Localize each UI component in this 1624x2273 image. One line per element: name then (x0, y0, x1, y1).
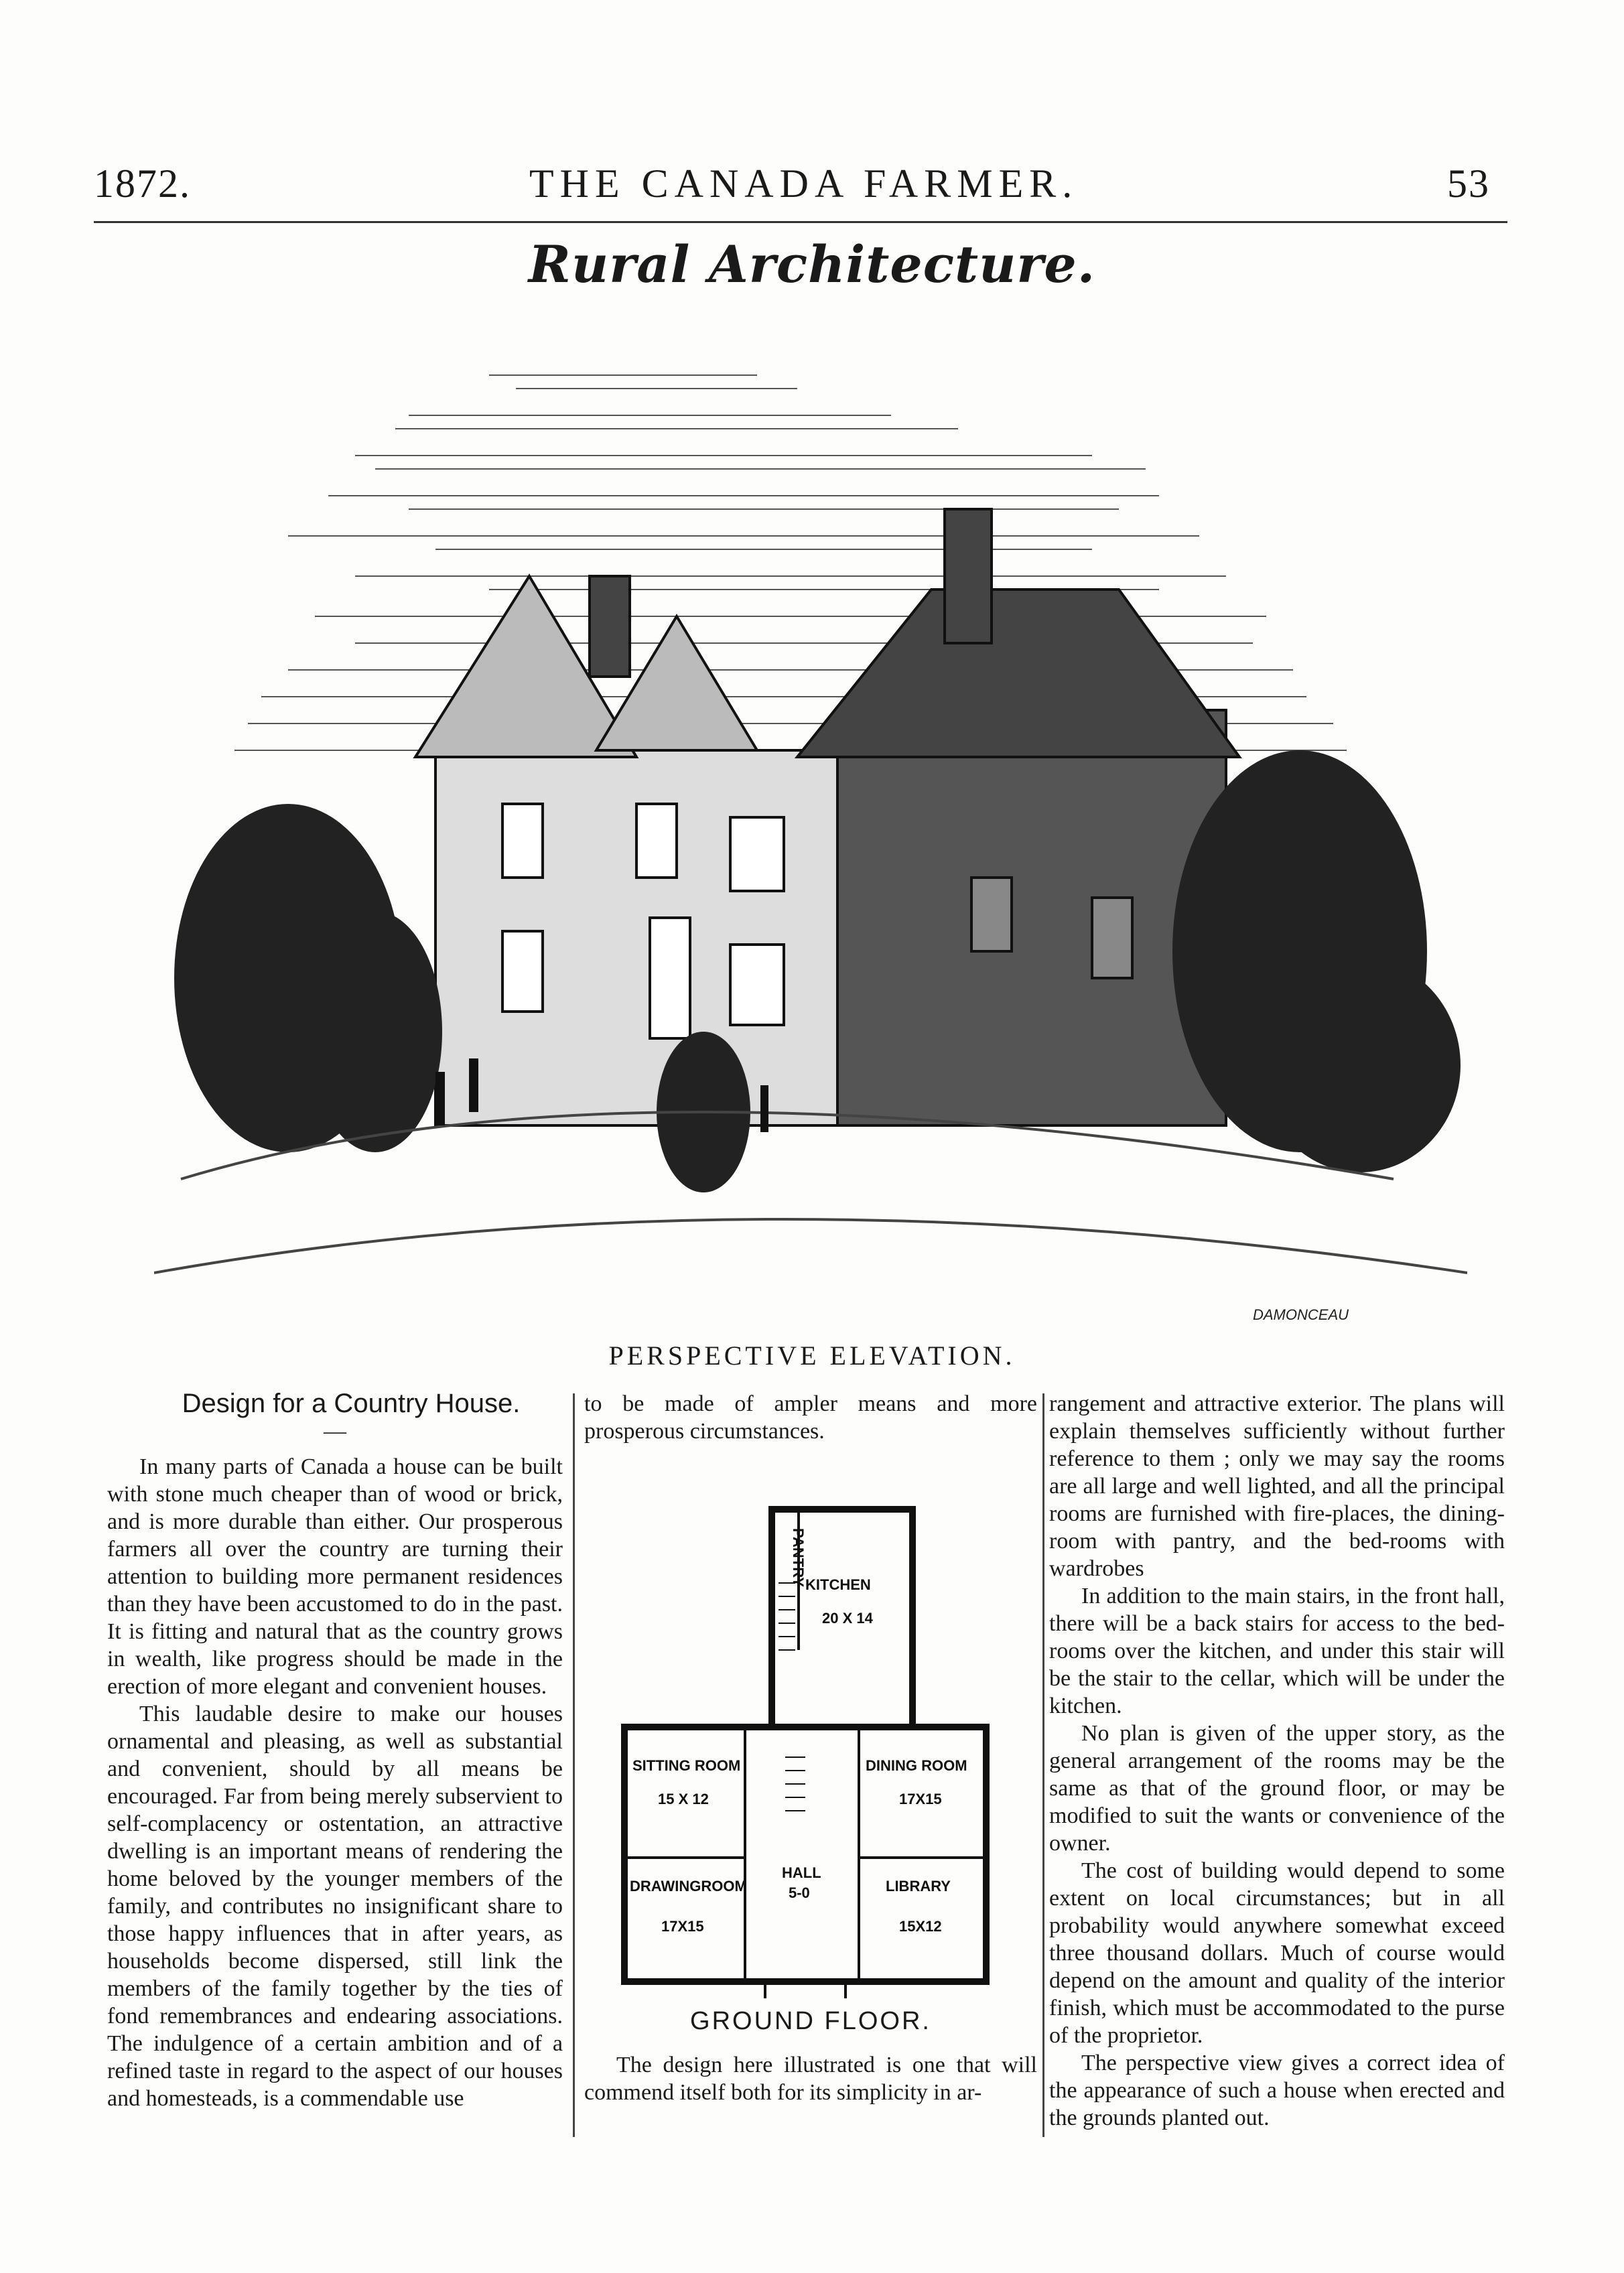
header-year: 1872. (94, 161, 191, 206)
house-engraving (154, 295, 1467, 1326)
paragraph: In addition to the main stairs, in the front hall, there will be a back stairs for access to the bed-rooms over the kitchen, and under this stair will be the stair to the cellar, which will be under the kitchen. (1049, 1584, 1505, 1718)
paragraph: No plan is given of the upper story, as the general arrangement of the rooms may be the same as that of the ground floor, or may be modified to suit the wants or convenience of the owner. (1049, 1721, 1505, 1856)
page-number: 53 (1447, 161, 1490, 206)
section-title: Rural Architecture. (528, 234, 1096, 294)
engraver-mark: DAMONCEAU (1253, 1306, 1349, 1323)
column-rule-left (573, 1393, 575, 2137)
paragraph: rangement and attractive exterior. The plans will explain themselves sufficiently without further reference to them ; only we may say the rooms are all large and well lighted, and all the principal rooms are furnished with fire-places, the dining-room with pantry, and the bed-rooms with wardrobes (1049, 1391, 1505, 1581)
paragraph: This laudable desire to make our houses ornamental and pleasing, as well as substantial and convenient, should by all means be encouraged. Far from being merely subservient to self-complacency or ostentation, an attractive dwelling is an important means of rendering the home beloved by the younger members of the family, and contributes no insignificant share to those happy influences that in after years, as households become dispersed, still link the members of the family together by the ties of fond remembrances and endearing associations. The indulgence of a certain ambition and of a refined taste in regard to the aspect of our houses and homesteads, is a commendable use (107, 1702, 563, 2111)
floor-plan (604, 1462, 1006, 1998)
plan-label-library-size: 15X12 (899, 1918, 942, 1935)
plan-label-library: LIBRARY (886, 1878, 951, 1895)
column-3 (1049, 1390, 1505, 2132)
plan-label-sitting-size: 15 X 12 (658, 1791, 709, 1807)
house-body (415, 509, 1239, 1125)
plan-label-sitting: SITTING ROOM (632, 1757, 741, 1774)
plan-label-dining-size: 17X15 (899, 1791, 942, 1807)
plan-label-pantry: PANTRY (790, 1528, 807, 1587)
stair-treads (779, 1583, 805, 1811)
paragraph: to be made of ampler means and more prosperous circumstances. (584, 1391, 1037, 1444)
column-1 (107, 1390, 563, 2112)
lawn (154, 1219, 1467, 1273)
column-2 (584, 1390, 1037, 2106)
plan-label-drawing-size: 17X15 (661, 1918, 704, 1935)
header-title: THE CANADA FARMER. (529, 161, 1079, 206)
plan-label-kitchen: KITCHEN (805, 1576, 871, 1593)
plan-label-hall: HALL (782, 1864, 821, 1881)
plan-label-drawing: DRAWINGROOM (630, 1878, 747, 1895)
plan-label-kitchen-size: 20 X 14 (822, 1610, 873, 1627)
paragraph: The perspective view gives a correct idea of the appearance of such a house when erected and the grounds planted out. (1049, 2051, 1505, 2130)
plan-label-hall-size: 5-0 (789, 1884, 810, 1901)
plan-label-dining: DINING ROOM (866, 1757, 967, 1774)
article-title: Design for a Country House. (182, 1389, 521, 1418)
illustration-caption: PERSPECTIVE ELEVATION. (608, 1340, 1016, 1371)
paragraph: The cost of building would depend to some extent on local circumstances; but in all probability would anywhere somewhat exceed three thousand dollars. Much of course would depend on the amount and quality of the interior finish, which must be accommodated to the purse of the proprietor. (1049, 1858, 1505, 2048)
paragraph: The design here illustrated is one that will commend itself both for its simplicity in ar- (584, 2053, 1037, 2105)
title-dash: — (324, 1419, 346, 1444)
paragraph: In many parts of Canada a house can be built with stone much cheaper than of wood or brick, and is more durable than either. Our prosperous farmers all over the country are turning their attention to building more permanent residences than they have been accustomed to do in the past. It is fitting and natural that as the country grows in wealth, like progress should be made in the erection of more elegant and convenient houses. (107, 1454, 563, 1699)
column-rule-right (1042, 1393, 1044, 2137)
header-rule (94, 221, 1507, 223)
floor-plan-caption: GROUND FLOOR. (690, 2007, 931, 2035)
